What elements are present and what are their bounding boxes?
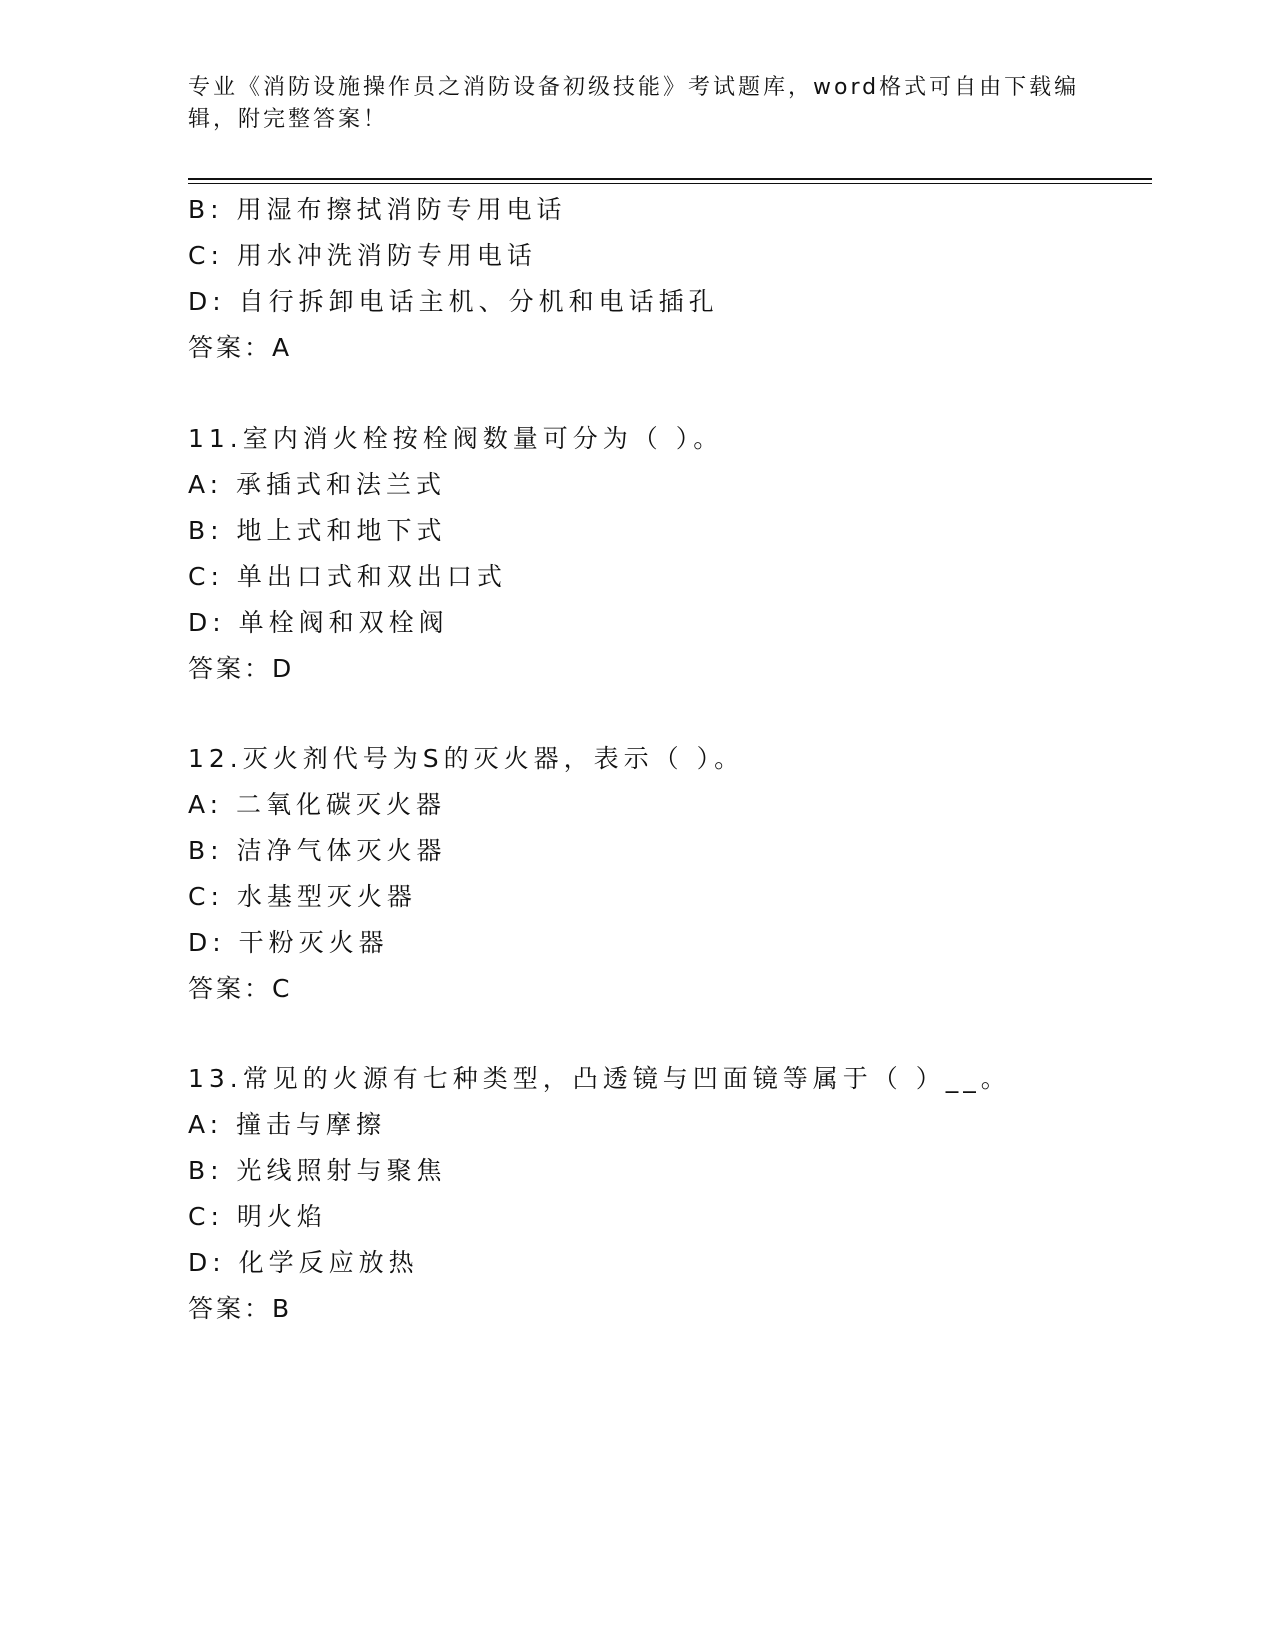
header-divider [188, 178, 1152, 184]
option-b: B: 洁净气体灭火器 [188, 836, 447, 865]
answer: 答案：A [188, 333, 293, 362]
option-b: B: 光线照射与聚焦 [188, 1156, 447, 1185]
option-b: B: 用湿布擦拭消防专用电话 [188, 195, 567, 224]
question-11 [188, 416, 1148, 692]
option-d: D: 单栓阀和双栓阀 [188, 608, 449, 637]
question-stem: 13.常见的火源有七种类型，凸透镜与凹面镜等属于（ ）__。 [188, 1064, 1011, 1093]
question-13 [188, 1056, 1148, 1332]
option-b: B: 地上式和地下式 [188, 516, 447, 545]
option-a: A: 承插式和法兰式 [188, 470, 447, 499]
question-stem: 12.灭火剂代号为S的灭火器，表示（ ）。 [188, 744, 745, 773]
question-stem: 11.室内消火栓按栓阀数量可分为（ ）。 [188, 424, 724, 453]
question-12 [188, 736, 1148, 1012]
option-c: C: 用水冲洗消防专用电话 [188, 241, 537, 270]
answer: 答案：C [188, 974, 293, 1003]
option-a: A: 二氧化碳灭火器 [188, 790, 447, 819]
option-d: D: 干粉灭火器 [188, 928, 389, 957]
question-10-continued [188, 187, 1148, 371]
option-d: D: 自行拆卸电话主机、分机和电话插孔 [188, 287, 719, 316]
header-line-1: 专业《消防设施操作员之消防设备初级技能》考试题库，word格式可自由下载编 [188, 75, 1080, 100]
option-a: A: 撞击与摩擦 [188, 1110, 387, 1139]
question-list [188, 187, 1148, 1332]
option-d: D: 化学反应放热 [188, 1248, 419, 1277]
answer: 答案：B [188, 1294, 293, 1323]
option-c: C: 水基型灭火器 [188, 882, 417, 911]
header-line-2: 辑，附完整答案！ [188, 107, 389, 132]
option-c: C: 单出口式和双出口式 [188, 562, 507, 591]
answer: 答案：D [188, 654, 295, 683]
document-header [188, 72, 1088, 136]
option-c: C: 明火焰 [188, 1202, 327, 1231]
